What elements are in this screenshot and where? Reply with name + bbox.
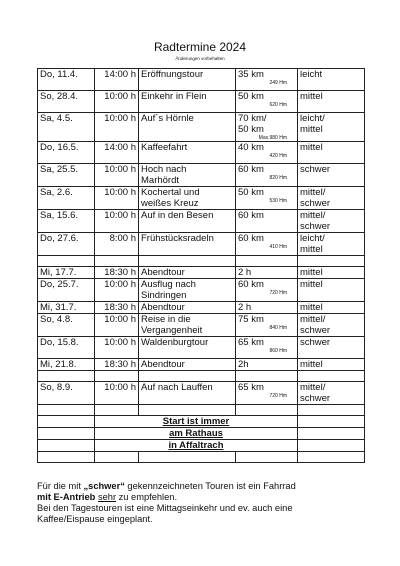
tour-distance: 40 km [238, 142, 264, 153]
tour-distance: 2 h [238, 267, 252, 278]
tour-level: mittel/ schwer [298, 382, 365, 405]
tour-elevation: 860 Hm [269, 348, 287, 354]
tour-row [38, 314, 365, 337]
tour-row [38, 233, 365, 256]
tour-time: 10:00 h [95, 314, 139, 337]
tour-elevation: 620 Hm [269, 102, 287, 108]
tour-date: Do, 25.7. [38, 279, 95, 302]
tour-row [38, 359, 365, 371]
tour-level [298, 371, 365, 382]
tour-date: Mi, 31.7. [38, 302, 95, 314]
tour-name: Hoch nach Marhördt [139, 164, 236, 187]
tour-level: mittel [298, 279, 365, 302]
tour-name: Eröffnungstour [139, 69, 236, 91]
tour-level: mittel [298, 302, 365, 314]
tour-name: Abendtour [139, 359, 236, 371]
tour-date: So, 28.4. [38, 91, 95, 113]
footer-emphasis: „schwer“ [83, 481, 125, 491]
tour-time: 18:30 h [95, 267, 139, 279]
footer-emphasis: mit E-Antrieb [37, 492, 96, 502]
tour-elevation: 420 Hm [269, 153, 287, 159]
footer-line-1 [37, 481, 367, 492]
tour-distance-cell [236, 314, 298, 337]
tour-distance: 70 km/ 50 km [238, 113, 267, 135]
tour-distance-cell [236, 359, 298, 371]
footer-line-3: Bei den Tagestouren ist eine Mittagseinkehr und ev. auch eine [37, 503, 293, 513]
tour-level [298, 256, 365, 267]
tour-distance-cell [236, 69, 298, 91]
tour-distance-cell [236, 210, 298, 233]
tour-level: schwer [298, 164, 365, 187]
tour-name: Auf nach Lauffen [139, 382, 236, 405]
tour-name: Auf in den Besen [139, 210, 236, 233]
tour-row [38, 142, 365, 164]
tour-name: Waldenburgtour [139, 337, 236, 359]
tour-distance: 65 km [238, 337, 264, 348]
tour-time [95, 371, 139, 382]
tour-level: leicht/ mittel [298, 233, 365, 256]
footer-text: Für die mit [37, 481, 84, 491]
tour-elevation: 720 Hm [269, 393, 287, 399]
footer-text: zu empfehlen. [116, 492, 178, 502]
tour-distance-cell [236, 382, 298, 405]
tour-name: Einkehr in Flein [139, 91, 236, 113]
tour-time: 14:00 h [95, 142, 139, 164]
tour-name: Ausflug nach Sindringen [139, 279, 236, 302]
tour-date: Do, 15.8. [38, 337, 95, 359]
tour-row [38, 267, 365, 279]
start-note-block [38, 405, 365, 463]
tour-distance: 65 km [238, 382, 264, 393]
tour-date: Mi, 21.8. [38, 359, 95, 371]
footer-text: gekennzeichneten Touren ist ein Fahrrad [124, 481, 296, 491]
tour-row [38, 256, 365, 267]
tour-level: mittel/ schwer [298, 314, 365, 337]
footer-line-4: Kaffee/Eispause eingeplant. [37, 514, 153, 524]
tour-distance-cell [236, 256, 298, 267]
tour-distance-cell [236, 337, 298, 359]
tour-row [38, 337, 365, 359]
tour-time: 10:00 h [95, 91, 139, 113]
tour-distance-cell [236, 113, 298, 142]
document-subtitle: Änderungen vorbehalten [175, 56, 225, 61]
tour-elevation: 530 Hm [269, 198, 287, 204]
tour-name: Kaffeefahrt [139, 142, 236, 164]
tour-time: 10:00 h [95, 164, 139, 187]
tour-date: Sa, 15.6. [38, 210, 95, 233]
tour-time: 10:00 h [95, 113, 139, 142]
tour-level: mittel [298, 91, 365, 113]
tour-row [38, 371, 365, 382]
tour-time: 8:00 h [95, 233, 139, 256]
tour-elevation: 840 Hm [269, 325, 287, 331]
tour-time: 10:00 h [95, 210, 139, 233]
tour-date: Sa, 25.5. [38, 164, 95, 187]
tour-distance: 2h [238, 359, 249, 370]
footer-line-2 [37, 492, 367, 503]
tour-distance-cell [236, 233, 298, 256]
tour-elevation: 410 Hm [269, 244, 287, 250]
tour-elevation: Max.980 Hm [258, 135, 287, 141]
tour-distance-cell [236, 164, 298, 187]
tour-level: leicht/ mittel [298, 113, 365, 142]
tour-elevation: 720 Hm [269, 290, 287, 296]
tour-distance: 75 km [238, 314, 264, 325]
tour-row [38, 382, 365, 405]
tour-distance-cell [236, 371, 298, 382]
tour-row [38, 210, 365, 233]
tour-level: leicht [298, 69, 365, 91]
tour-level: mittel/ schwer [298, 210, 365, 233]
tour-distance: 50 km [238, 91, 264, 102]
tour-distance-cell [236, 187, 298, 210]
tour-time: 10:00 h [95, 382, 139, 405]
tour-level: mittel [298, 359, 365, 371]
tour-name: Frühstücksradeln [139, 233, 236, 256]
start-note-line-2: am Rathaus [95, 428, 298, 440]
tour-date [38, 371, 95, 382]
tour-distance: 60 km [238, 233, 264, 244]
tour-distance-cell [236, 91, 298, 113]
footer-underline: sehr [97, 492, 117, 502]
tour-table-body [38, 69, 365, 405]
tour-distance: 50 km [238, 187, 264, 198]
tour-elevation: 820 Hm [269, 175, 287, 181]
footer-note [37, 481, 367, 525]
tour-time: 14:00 h [95, 69, 139, 91]
tour-distance: 35 km [238, 69, 264, 80]
tour-distance: 60 km [238, 164, 264, 175]
tour-date: Sa, 2.6. [38, 187, 95, 210]
tour-name: Kochertal und weißes Kreuz [139, 187, 236, 210]
tour-name [139, 256, 236, 267]
tour-date: So, 8.9. [38, 382, 95, 405]
tour-date: Do, 27.6. [38, 233, 95, 256]
tour-distance-cell [236, 302, 298, 314]
tour-elevation: 249 Hm [269, 80, 287, 86]
tour-distance-cell [236, 142, 298, 164]
tour-time: 10:00 h [95, 279, 139, 302]
tour-time: 10:00 h [95, 187, 139, 210]
tour-name: Abendtour [139, 302, 236, 314]
tour-row [38, 69, 365, 91]
tour-level: mittel/ schwer [298, 187, 365, 210]
tour-date [38, 256, 95, 267]
tour-row [38, 113, 365, 142]
tour-time: 10:00 h [95, 337, 139, 359]
tour-row [38, 187, 365, 210]
tour-level: mittel [298, 142, 365, 164]
tour-distance-cell [236, 279, 298, 302]
tour-name [139, 371, 236, 382]
start-note-line-3: in Affaltrach [95, 440, 298, 452]
tour-time: 18:30 h [95, 302, 139, 314]
tour-row [38, 91, 365, 113]
tour-level: mittel [298, 267, 365, 279]
tour-time [95, 256, 139, 267]
tour-row [38, 279, 365, 302]
tour-date: So, 4.8. [38, 314, 95, 337]
document-title: Radtermine 2024 [153, 40, 247, 54]
tour-row [38, 164, 365, 187]
tour-date: Do, 16.5. [38, 142, 95, 164]
tour-distance-cell [236, 267, 298, 279]
tour-time: 18:30 h [95, 359, 139, 371]
tour-name: Reise in die Vergangenheit [139, 314, 236, 337]
tour-date: Do, 11.4. [38, 69, 95, 91]
tour-name: Abendtour [139, 267, 236, 279]
tour-date: Mi, 17.7. [38, 267, 95, 279]
tour-distance: 2 h [238, 302, 252, 313]
tour-level: schwer [298, 337, 365, 359]
tour-date: Sa, 4.5. [38, 113, 95, 142]
tour-distance: 60 km [238, 210, 264, 221]
tour-distance: 60 km [238, 279, 264, 290]
tour-name: Auf´s Hörnle [139, 113, 236, 142]
start-note-line-1: Start ist immer [95, 416, 298, 428]
tour-row [38, 302, 365, 314]
tour-table [37, 68, 365, 463]
